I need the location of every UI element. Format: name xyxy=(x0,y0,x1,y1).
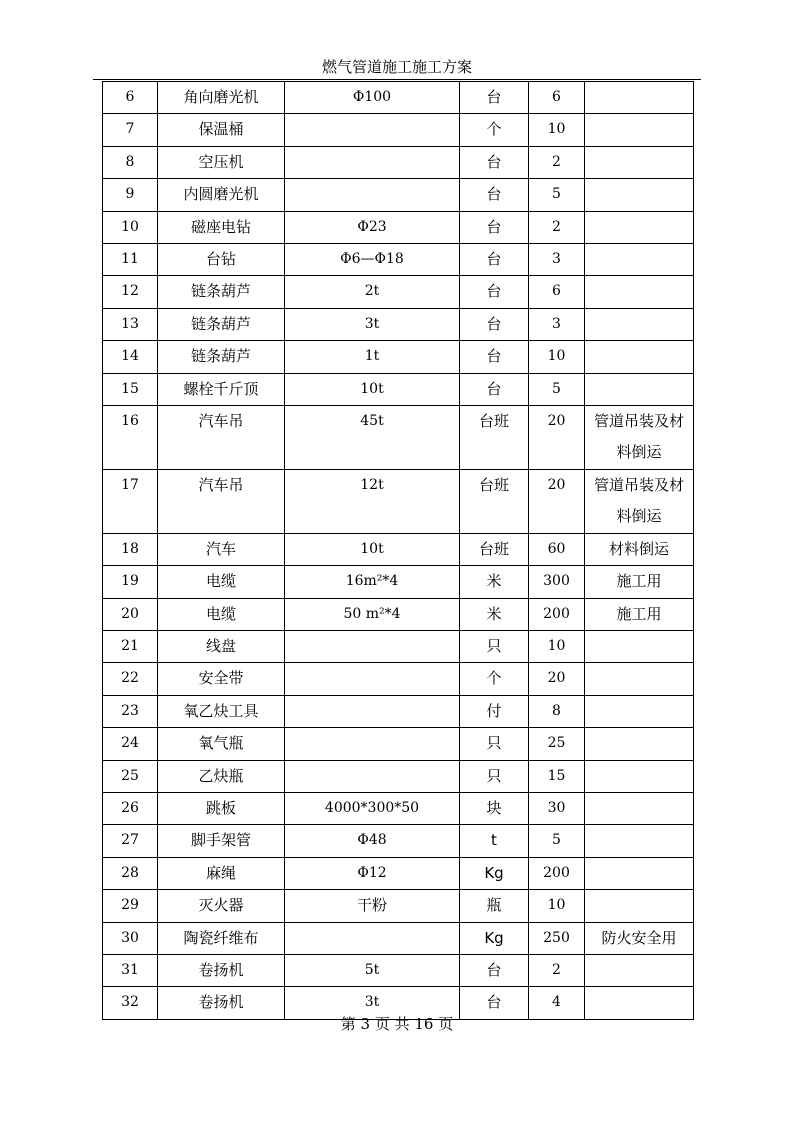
table-row xyxy=(103,82,694,114)
cell-spec xyxy=(285,760,460,792)
cell-quantity: 20 xyxy=(529,663,585,695)
table-row xyxy=(103,533,694,565)
cell-quantity: 2 xyxy=(529,954,585,986)
cell-name: 氧气瓶 xyxy=(158,728,285,760)
cell-number: 22 xyxy=(103,663,158,695)
cell-spec: Φ100 xyxy=(285,82,460,114)
cell-note xyxy=(585,308,694,340)
cell-unit: 块 xyxy=(460,792,529,824)
cell-spec xyxy=(285,663,460,695)
cell-name: 磁座电钻 xyxy=(158,211,285,243)
cell-name: 汽车吊 xyxy=(158,406,285,470)
equipment-table xyxy=(102,81,694,1020)
cell-unit: 台 xyxy=(460,373,529,405)
cell-quantity: 6 xyxy=(529,82,585,114)
cell-quantity: 10 xyxy=(529,890,585,922)
cell-number: 31 xyxy=(103,954,158,986)
table-row xyxy=(103,179,694,211)
cell-name: 陶瓷纤维布 xyxy=(158,922,285,954)
table-row xyxy=(103,566,694,598)
cell-unit: 个 xyxy=(460,663,529,695)
cell-quantity: 10 xyxy=(529,341,585,373)
cell-note: 管道吊装及材料倒运 xyxy=(585,469,694,533)
cell-name: 卷扬机 xyxy=(158,987,285,1019)
cell-spec xyxy=(285,146,460,178)
cell-quantity: 200 xyxy=(529,857,585,889)
cell-number: 32 xyxy=(103,987,158,1019)
cell-note: 施工用 xyxy=(585,566,694,598)
cell-quantity: 3 xyxy=(529,244,585,276)
cell-quantity: 2 xyxy=(529,146,585,178)
cell-quantity: 60 xyxy=(529,533,585,565)
cell-unit: 台 xyxy=(460,82,529,114)
cell-note xyxy=(585,728,694,760)
cell-unit: Kg xyxy=(460,922,529,954)
cell-number: 29 xyxy=(103,890,158,922)
table-row xyxy=(103,406,694,470)
cell-note xyxy=(585,211,694,243)
cell-quantity: 5 xyxy=(529,179,585,211)
table-row xyxy=(103,728,694,760)
cell-name: 空压机 xyxy=(158,146,285,178)
cell-spec xyxy=(285,179,460,211)
cell-name: 乙炔瓶 xyxy=(158,760,285,792)
cell-note: 材料倒运 xyxy=(585,533,694,565)
cell-note xyxy=(585,114,694,146)
cell-name: 链条葫芦 xyxy=(158,308,285,340)
table-row xyxy=(103,922,694,954)
cell-spec: 10t xyxy=(285,533,460,565)
cell-note xyxy=(585,276,694,308)
table-row xyxy=(103,663,694,695)
cell-name: 螺栓千斤顶 xyxy=(158,373,285,405)
cell-name: 线盘 xyxy=(158,630,285,662)
cell-note xyxy=(585,179,694,211)
cell-unit: Kg xyxy=(460,857,529,889)
cell-number: 28 xyxy=(103,857,158,889)
cell-note xyxy=(585,244,694,276)
footer-total-pages: 16 xyxy=(414,1015,434,1033)
cell-unit: 台班 xyxy=(460,406,529,470)
cell-unit: 只 xyxy=(460,760,529,792)
cell-note xyxy=(585,341,694,373)
table-row xyxy=(103,146,694,178)
cell-unit: 米 xyxy=(460,566,529,598)
cell-number: 20 xyxy=(103,598,158,630)
cell-unit: 台 xyxy=(460,308,529,340)
cell-number: 23 xyxy=(103,695,158,727)
table-row xyxy=(103,792,694,824)
cell-note xyxy=(585,146,694,178)
cell-name: 内圆磨光机 xyxy=(158,179,285,211)
cell-spec: Φ6—Φ18 xyxy=(285,244,460,276)
equipment-table-body xyxy=(103,82,694,1020)
cell-name: 麻绳 xyxy=(158,857,285,889)
cell-quantity: 25 xyxy=(529,728,585,760)
cell-name: 链条葫芦 xyxy=(158,341,285,373)
cell-number: 18 xyxy=(103,533,158,565)
cell-spec: 16m²*4 xyxy=(285,566,460,598)
cell-quantity: 3 xyxy=(529,308,585,340)
cell-spec: 1t xyxy=(285,341,460,373)
cell-number: 24 xyxy=(103,728,158,760)
cell-spec: 50 m²*4 xyxy=(285,598,460,630)
cell-spec: 3t xyxy=(285,987,460,1019)
table-row xyxy=(103,276,694,308)
cell-number: 25 xyxy=(103,760,158,792)
cell-spec: 2t xyxy=(285,276,460,308)
cell-name: 汽车吊 xyxy=(158,469,285,533)
cell-name: 链条葫芦 xyxy=(158,276,285,308)
cell-quantity: 20 xyxy=(529,406,585,470)
cell-number: 30 xyxy=(103,922,158,954)
cell-quantity: 8 xyxy=(529,695,585,727)
cell-note: 施工用 xyxy=(585,598,694,630)
page-header-title: 燃气管道施工施工方案 xyxy=(321,58,472,76)
cell-note xyxy=(585,663,694,695)
cell-unit: 瓶 xyxy=(460,890,529,922)
cell-unit: 米 xyxy=(460,598,529,630)
cell-spec: Φ48 xyxy=(285,825,460,857)
cell-note: 管道吊装及材料倒运 xyxy=(585,406,694,470)
cell-quantity: 5 xyxy=(529,373,585,405)
cell-name: 角向磨光机 xyxy=(158,82,285,114)
footer-suffix: 页 xyxy=(438,1015,454,1033)
cell-name: 汽车 xyxy=(158,533,285,565)
cell-number: 11 xyxy=(103,244,158,276)
cell-unit: 只 xyxy=(460,630,529,662)
cell-note xyxy=(585,890,694,922)
cell-note xyxy=(585,792,694,824)
cell-unit: 付 xyxy=(460,695,529,727)
cell-unit: 台班 xyxy=(460,533,529,565)
cell-number: 21 xyxy=(103,630,158,662)
cell-spec xyxy=(285,922,460,954)
cell-number: 12 xyxy=(103,276,158,308)
cell-quantity: 300 xyxy=(529,566,585,598)
cell-spec xyxy=(285,630,460,662)
table-row xyxy=(103,373,694,405)
footer-prefix: 第 xyxy=(340,1015,356,1033)
table-row xyxy=(103,598,694,630)
header-rule xyxy=(93,79,701,80)
cell-spec xyxy=(285,728,460,760)
cell-spec: 5t xyxy=(285,954,460,986)
cell-name: 电缆 xyxy=(158,598,285,630)
cell-number: 16 xyxy=(103,406,158,470)
cell-quantity: 10 xyxy=(529,114,585,146)
cell-number: 8 xyxy=(103,146,158,178)
cell-name: 灭火器 xyxy=(158,890,285,922)
cell-note: 防火安全用 xyxy=(585,922,694,954)
cell-number: 10 xyxy=(103,211,158,243)
cell-number: 19 xyxy=(103,566,158,598)
cell-quantity: 250 xyxy=(529,922,585,954)
cell-number: 14 xyxy=(103,341,158,373)
cell-name: 氧乙炔工具 xyxy=(158,695,285,727)
cell-note xyxy=(585,82,694,114)
cell-spec: Φ12 xyxy=(285,857,460,889)
cell-spec xyxy=(285,695,460,727)
cell-note xyxy=(585,695,694,727)
cell-note xyxy=(585,630,694,662)
table-row xyxy=(103,825,694,857)
table-row xyxy=(103,114,694,146)
table-row xyxy=(103,857,694,889)
cell-quantity: 6 xyxy=(529,276,585,308)
cell-note xyxy=(585,825,694,857)
cell-note xyxy=(585,373,694,405)
cell-name: 保温桶 xyxy=(158,114,285,146)
cell-quantity: 20 xyxy=(529,469,585,533)
cell-spec: 干粉 xyxy=(285,890,460,922)
cell-quantity: 30 xyxy=(529,792,585,824)
cell-quantity: 200 xyxy=(529,598,585,630)
cell-number: 15 xyxy=(103,373,158,405)
table-row xyxy=(103,341,694,373)
table-row xyxy=(103,211,694,243)
cell-quantity: 5 xyxy=(529,825,585,857)
cell-spec: 12t xyxy=(285,469,460,533)
cell-unit: 台 xyxy=(460,211,529,243)
cell-spec xyxy=(285,114,460,146)
cell-number: 27 xyxy=(103,825,158,857)
cell-spec: 10t xyxy=(285,373,460,405)
cell-unit: 台 xyxy=(460,244,529,276)
table-row xyxy=(103,890,694,922)
table-row xyxy=(103,630,694,662)
cell-spec: 45t xyxy=(285,406,460,470)
cell-unit: t xyxy=(460,825,529,857)
cell-unit: 个 xyxy=(460,114,529,146)
cell-unit: 台 xyxy=(460,954,529,986)
cell-unit: 只 xyxy=(460,728,529,760)
table-row xyxy=(103,308,694,340)
cell-unit: 台 xyxy=(460,341,529,373)
table-row xyxy=(103,695,694,727)
cell-note xyxy=(585,760,694,792)
cell-name: 卷扬机 xyxy=(158,954,285,986)
cell-quantity: 4 xyxy=(529,987,585,1019)
cell-name: 电缆 xyxy=(158,566,285,598)
cell-unit: 台班 xyxy=(460,469,529,533)
cell-number: 26 xyxy=(103,792,158,824)
cell-number: 13 xyxy=(103,308,158,340)
cell-note xyxy=(585,954,694,986)
cell-spec: 3t xyxy=(285,308,460,340)
cell-number: 7 xyxy=(103,114,158,146)
cell-name: 脚手架管 xyxy=(158,825,285,857)
cell-number: 9 xyxy=(103,179,158,211)
table-row xyxy=(103,469,694,533)
cell-spec: Φ23 xyxy=(285,211,460,243)
cell-name: 安全带 xyxy=(158,663,285,695)
page-footer xyxy=(0,1013,794,1034)
table-row xyxy=(103,244,694,276)
cell-quantity: 2 xyxy=(529,211,585,243)
cell-number: 17 xyxy=(103,469,158,533)
table-row xyxy=(103,760,694,792)
footer-page-number: 3 xyxy=(360,1015,371,1033)
cell-unit: 台 xyxy=(460,276,529,308)
cell-note xyxy=(585,857,694,889)
cell-spec: 4000*300*50 xyxy=(285,792,460,824)
cell-quantity: 10 xyxy=(529,630,585,662)
footer-middle: 页 共 xyxy=(374,1015,410,1033)
cell-unit: 台 xyxy=(460,987,529,1019)
cell-unit: 台 xyxy=(460,146,529,178)
table-row xyxy=(103,954,694,986)
cell-unit: 台 xyxy=(460,179,529,211)
cell-name: 跳板 xyxy=(158,792,285,824)
cell-number: 6 xyxy=(103,82,158,114)
cell-quantity: 15 xyxy=(529,760,585,792)
cell-name: 台钻 xyxy=(158,244,285,276)
